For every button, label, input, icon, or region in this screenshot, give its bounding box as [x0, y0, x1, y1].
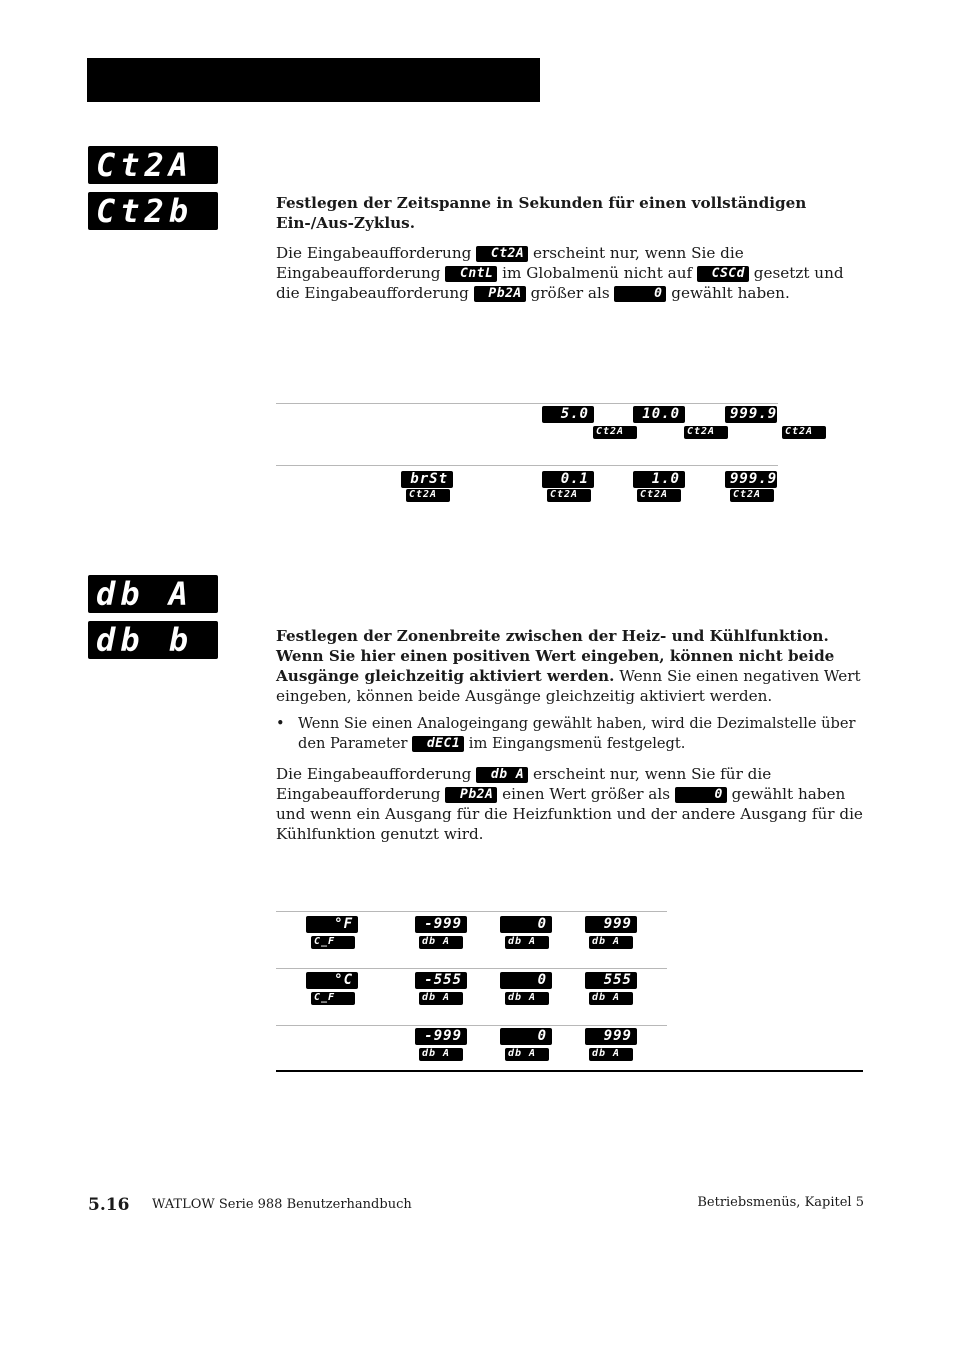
value-display: 999 — [585, 916, 637, 933]
text-span: Wenn Sie einen Analogeingang gewählt haben, wird die Dezimalstelle über den Parameter — [298, 715, 856, 752]
value-display: 999.9 — [725, 471, 777, 488]
heading-bold: Festlegen der Zonenbreite zwischen der Heiz- und Kühlfunktion. Wenn Sie hier einen positiven Wert eingeben, können nicht beide Ausgänge gleichzeitig aktiviert werden. — [276, 627, 835, 685]
label-display: db A — [589, 1048, 633, 1061]
section1-heading: Festlegen der Zeitspanne in Sekunden für einen vollständigen Ein-/Aus-Zyklus. — [276, 194, 807, 232]
label-display: C_F — [311, 992, 355, 1005]
value-display: brSt — [401, 471, 453, 488]
bullet-item — [276, 714, 866, 754]
table-divider — [276, 465, 778, 466]
label-display: Ct2A — [730, 489, 774, 502]
label-display: db A — [419, 936, 463, 949]
book-title: WATLOW Serie 988 Benutzerhandbuch — [152, 1197, 412, 1212]
text-span: erscheint nur, wenn Sie die Eingabeaufforderung — [276, 244, 744, 282]
value-display: 10.0 — [633, 406, 685, 423]
label-display: Ct2A — [547, 489, 591, 502]
text-span: Die Eingabeaufforderung — [276, 765, 472, 783]
bullet-icon: • — [276, 715, 285, 732]
table-divider — [276, 403, 778, 404]
value-display: 555 — [585, 972, 637, 989]
value-display: 0 — [500, 916, 552, 933]
inline-display: CSCd — [697, 266, 749, 282]
label-display: Ct2A — [637, 489, 681, 502]
label-display: db A — [505, 992, 549, 1005]
text-span: erscheint nur, wenn Sie für die Eingabeaufforderung — [276, 765, 772, 803]
label-display: db A — [505, 936, 549, 949]
inline-display: db A — [476, 767, 528, 783]
value-display: 0 — [500, 972, 552, 989]
text-span: einen Wert größer als — [502, 785, 670, 803]
value-display: 0 — [500, 1028, 552, 1045]
inline-display: Pb2A — [445, 787, 497, 803]
label-display: C_F — [311, 936, 355, 949]
label-display: db A — [505, 1048, 549, 1061]
label-display: Ct2A — [406, 489, 450, 502]
page-number: 5.16 — [88, 1195, 130, 1215]
display-dba: db A — [88, 575, 218, 613]
value-display: -999 — [415, 916, 467, 933]
display-ct2a: Ct2A — [88, 146, 218, 184]
label-display: db A — [419, 992, 463, 1005]
inline-display: CntL — [445, 266, 497, 282]
value-display: °C — [306, 972, 358, 989]
inline-display: dEC1 — [412, 736, 464, 752]
value-display: 0.1 — [542, 471, 594, 488]
label-display: Ct2A — [593, 426, 637, 439]
label-display: db A — [419, 1048, 463, 1061]
label-display: Ct2A — [684, 426, 728, 439]
table-divider — [276, 968, 667, 969]
chapter-title: Betriebsmenüs, Kapitel 5 — [697, 1195, 864, 1210]
text-span: im Eingangsmenü festgelegt. — [468, 735, 686, 752]
heading-rest: Wenn Sie einen negativen Wert eingeben, können beide Ausgänge gleichzeitig aktiviert werden. — [276, 667, 861, 705]
section2-heading — [276, 626, 866, 706]
label-display: Ct2A — [782, 426, 826, 439]
value-display: 5.0 — [542, 406, 594, 423]
table-divider — [276, 911, 667, 912]
text-span: gewählt haben und wenn ein Ausgang für die Heizfunktion und der andere Ausgang für die Kühlfunktion genutzt wird. — [276, 785, 863, 843]
value-display: °F — [306, 916, 358, 933]
text-span: gewählt haben. — [671, 284, 790, 302]
display-dbb: db b — [88, 621, 218, 659]
display-ct2b: Ct2b — [88, 192, 218, 230]
text-span: gesetzt und die Eingabeaufforderung — [276, 264, 844, 302]
value-display: 999.9 — [725, 406, 777, 423]
value-display: 999 — [585, 1028, 637, 1045]
value-display: 1.0 — [633, 471, 685, 488]
text-span: Die Eingabeaufforderung — [276, 244, 472, 262]
section2-paragraph — [276, 764, 866, 844]
inline-display: Pb2A — [474, 286, 526, 302]
text-span: größer als — [530, 284, 610, 302]
value-display: -999 — [415, 1028, 467, 1045]
inline-display: 0 — [614, 286, 666, 302]
section1-paragraph — [276, 243, 866, 303]
label-display: db A — [589, 936, 633, 949]
header-bar — [87, 58, 540, 102]
text-span: im Globalmenü nicht auf — [502, 264, 693, 282]
table-divider — [276, 1025, 667, 1026]
value-display: -555 — [415, 972, 467, 989]
section-end-rule — [276, 1070, 863, 1072]
label-display: db A — [589, 992, 633, 1005]
inline-display: Ct2A — [476, 246, 528, 262]
inline-display: 0 — [675, 787, 727, 803]
